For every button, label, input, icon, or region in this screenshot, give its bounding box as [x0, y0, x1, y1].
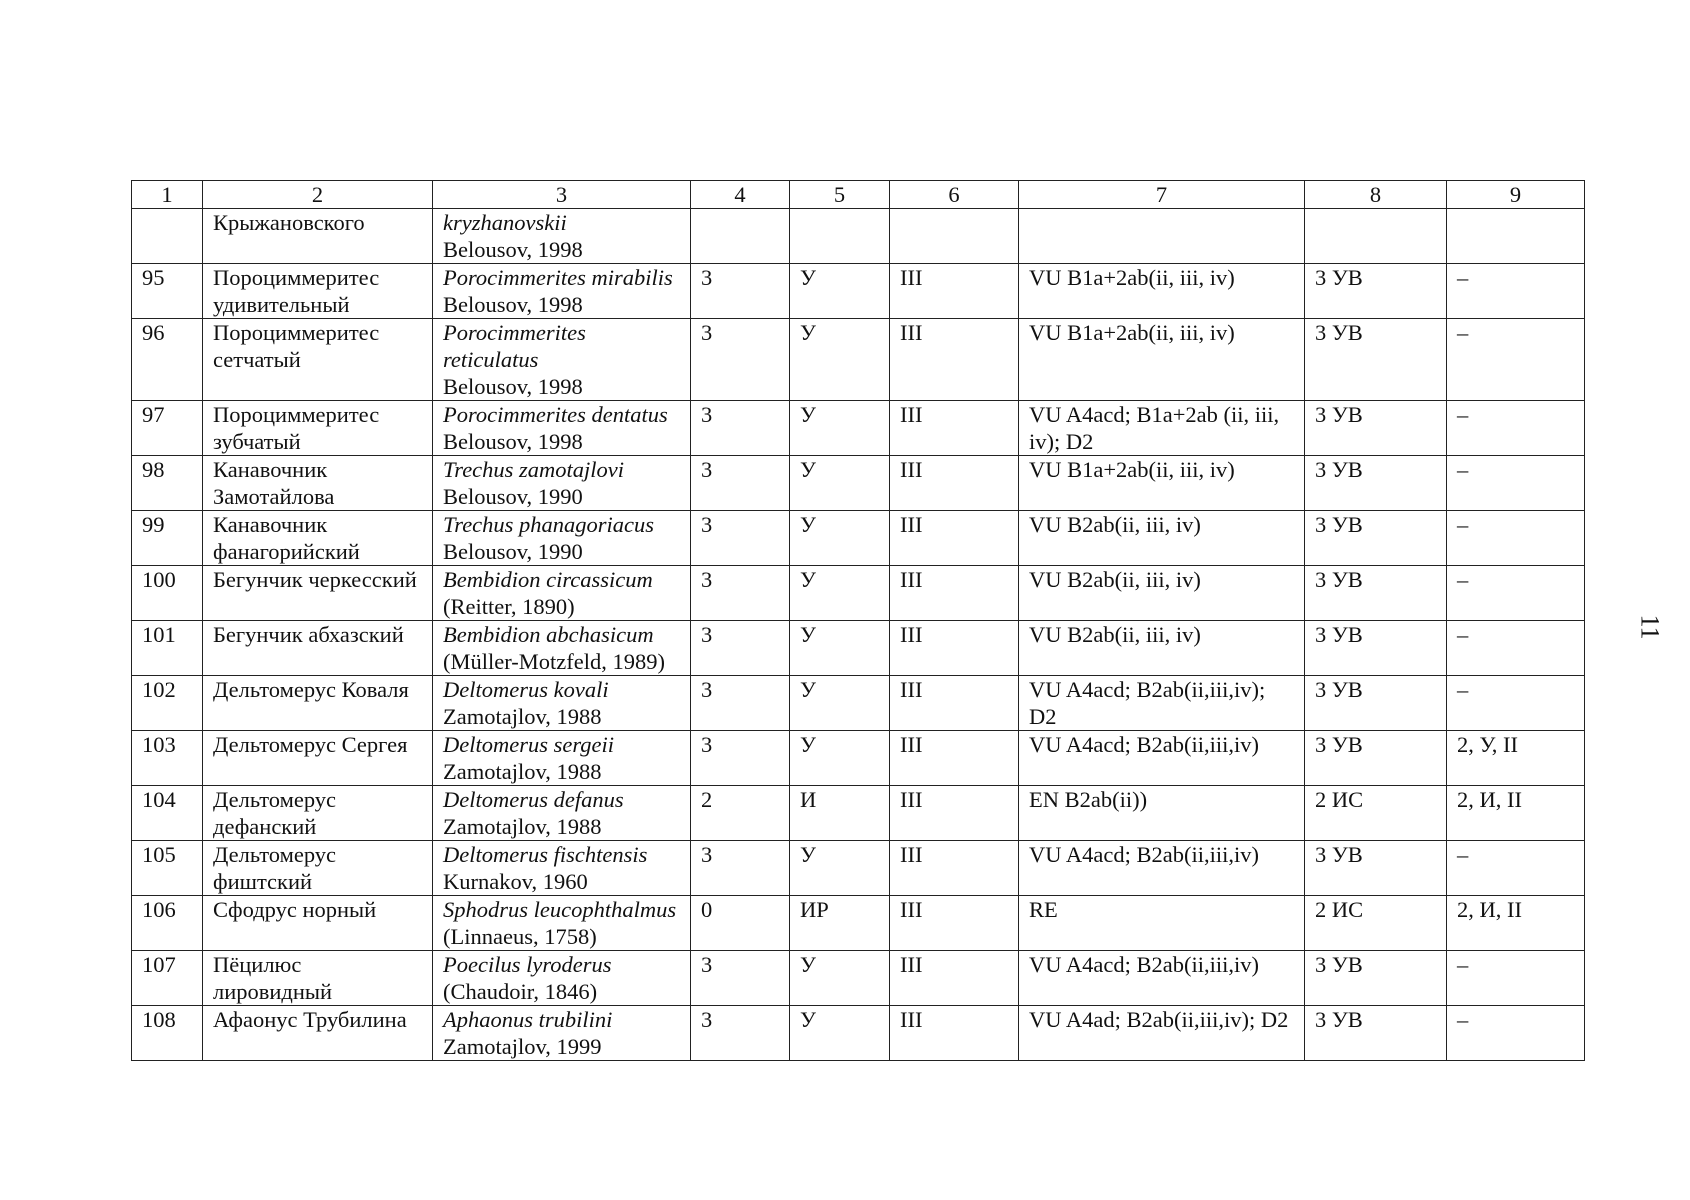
latin-author: Belousov, 1990	[443, 539, 583, 564]
priority-cell: III	[890, 566, 1019, 621]
latin-binomial: Porocimmerites mirabilis	[443, 265, 673, 290]
category-cell: 3	[691, 456, 790, 511]
latin-binomial: Aphaonus trubilini	[443, 1007, 613, 1032]
row-number-cell: 97	[132, 401, 203, 456]
federal-category-cell: –	[1447, 319, 1585, 401]
russian-name-cell: Бегунчик черкесский	[203, 566, 433, 621]
latin-name-cell	[433, 621, 691, 676]
regional-category-cell: 3 УВ	[1305, 511, 1447, 566]
regional-category-cell: 3 УВ	[1305, 621, 1447, 676]
latin-binomial: kryzhanovskii	[443, 210, 567, 235]
latin-name-cell	[433, 511, 691, 566]
latin-binomial: Bembidion circassicum	[443, 567, 653, 592]
priority-cell: III	[890, 731, 1019, 786]
latin-name-cell	[433, 731, 691, 786]
table-row	[132, 566, 1585, 621]
row-number-cell: 95	[132, 264, 203, 319]
latin-name-cell	[433, 951, 691, 1006]
category-cell: 3	[691, 951, 790, 1006]
priority-cell: III	[890, 319, 1019, 401]
species-table	[131, 180, 1585, 1061]
table-row	[132, 319, 1585, 401]
status-cell: У	[790, 951, 890, 1006]
category-cell: 3	[691, 319, 790, 401]
row-number-cell: 106	[132, 896, 203, 951]
russian-name-cell: Бегунчик абхазский	[203, 621, 433, 676]
priority-cell: III	[890, 264, 1019, 319]
priority-cell: III	[890, 676, 1019, 731]
latin-author: Zamotajlov, 1999	[443, 1034, 602, 1059]
latin-binomial: Trechus zamotajlovi	[443, 457, 625, 482]
table-row	[132, 786, 1585, 841]
category-cell: 3	[691, 566, 790, 621]
table-row	[132, 511, 1585, 566]
latin-binomial: Porocimmerites dentatus	[443, 402, 668, 427]
federal-category-cell: –	[1447, 676, 1585, 731]
row-number-cell: 99	[132, 511, 203, 566]
federal-category-cell: –	[1447, 621, 1585, 676]
federal-category-cell: –	[1447, 264, 1585, 319]
row-number-cell: 107	[132, 951, 203, 1006]
column-header-5: 5	[790, 181, 890, 209]
category-cell: 3	[691, 264, 790, 319]
priority-cell: III	[890, 621, 1019, 676]
category-cell: 3	[691, 676, 790, 731]
latin-author: Belousov, 1990	[443, 484, 583, 509]
status-cell: У	[790, 511, 890, 566]
federal-category-cell: –	[1447, 456, 1585, 511]
table-row	[132, 264, 1585, 319]
status-cell	[790, 209, 890, 264]
column-header-4: 4	[691, 181, 790, 209]
latin-name-cell	[433, 319, 691, 401]
row-number-cell: 98	[132, 456, 203, 511]
status-cell: У	[790, 401, 890, 456]
status-cell: У	[790, 676, 890, 731]
priority-cell: III	[890, 401, 1019, 456]
priority-cell: III	[890, 786, 1019, 841]
category-cell: 3	[691, 511, 790, 566]
iucn-criteria-cell: VU B1a+2ab(ii, iii, iv)	[1019, 264, 1305, 319]
row-number-cell: 102	[132, 676, 203, 731]
status-cell: У	[790, 264, 890, 319]
russian-name-cell: Дельтомерус Сергея	[203, 731, 433, 786]
regional-category-cell: 3 УВ	[1305, 319, 1447, 401]
federal-category-cell: 2, У, II	[1447, 731, 1585, 786]
regional-category-cell: 3 УВ	[1305, 951, 1447, 1006]
iucn-criteria-cell	[1019, 209, 1305, 264]
russian-name-cell: Канавочник Замотайлова	[203, 456, 433, 511]
russian-name-cell: Дельтомерус Коваля	[203, 676, 433, 731]
russian-name-cell: Афаонус Трубилина	[203, 1006, 433, 1061]
federal-category-cell: –	[1447, 1006, 1585, 1061]
regional-category-cell: 3 УВ	[1305, 456, 1447, 511]
row-number-cell: 105	[132, 841, 203, 896]
priority-cell: III	[890, 1006, 1019, 1061]
iucn-criteria-cell: VU A4acd; B2ab(ii,iii,iv)	[1019, 731, 1305, 786]
russian-name-cell: Дельтомерус дефанский	[203, 786, 433, 841]
category-cell: 3	[691, 1006, 790, 1061]
category-cell: 3	[691, 731, 790, 786]
category-cell	[691, 209, 790, 264]
category-cell: 0	[691, 896, 790, 951]
latin-binomial: Trechus phanagoriacus	[443, 512, 655, 537]
russian-name-cell: Крыжановского	[203, 209, 433, 264]
iucn-criteria-cell: VU A4acd; B2ab(ii,iii,iv)	[1019, 951, 1305, 1006]
status-cell: У	[790, 566, 890, 621]
column-header-9: 9	[1447, 181, 1585, 209]
latin-name-cell	[433, 456, 691, 511]
table-row	[132, 841, 1585, 896]
iucn-criteria-cell: VU B2ab(ii, iii, iv)	[1019, 621, 1305, 676]
iucn-criteria-cell: VU B2ab(ii, iii, iv)	[1019, 511, 1305, 566]
federal-category-cell: 2, И, II	[1447, 896, 1585, 951]
iucn-criteria-cell: VU A4acd; B1a+2ab (ii, iii, iv); D2	[1019, 401, 1305, 456]
table-row	[132, 209, 1585, 264]
latin-binomial: Deltomerus kovali	[443, 677, 609, 702]
russian-name-cell: Пёцилюс лировидный	[203, 951, 433, 1006]
federal-category-cell: –	[1447, 566, 1585, 621]
latin-author: Belousov, 1998	[443, 292, 583, 317]
page-number: 11	[1635, 614, 1665, 640]
row-number-cell: 96	[132, 319, 203, 401]
latin-name-cell	[433, 676, 691, 731]
category-cell: 3	[691, 621, 790, 676]
priority-cell: III	[890, 841, 1019, 896]
regional-category-cell: 3 УВ	[1305, 1006, 1447, 1061]
header-row	[132, 181, 1585, 209]
federal-category-cell	[1447, 209, 1585, 264]
iucn-criteria-cell: VU A4ad; B2ab(ii,iii,iv); D2	[1019, 1006, 1305, 1061]
latin-name-cell	[433, 841, 691, 896]
column-header-1: 1	[132, 181, 203, 209]
category-cell: 3	[691, 401, 790, 456]
latin-author: (Müller-Motzfeld, 1989)	[443, 649, 665, 674]
russian-name-cell: Канавочник фанагорийский	[203, 511, 433, 566]
priority-cell: III	[890, 511, 1019, 566]
priority-cell: III	[890, 951, 1019, 1006]
regional-category-cell: 3 УВ	[1305, 841, 1447, 896]
regional-category-cell: 3 УВ	[1305, 566, 1447, 621]
latin-author: (Linnaeus, 1758)	[443, 924, 597, 949]
federal-category-cell: –	[1447, 841, 1585, 896]
table-row	[132, 621, 1585, 676]
table-row	[132, 401, 1585, 456]
column-header-8: 8	[1305, 181, 1447, 209]
latin-name-cell	[433, 401, 691, 456]
latin-binomial: Deltomerus defanus	[443, 787, 624, 812]
latin-name-cell	[433, 896, 691, 951]
iucn-criteria-cell: RE	[1019, 896, 1305, 951]
row-number-cell: 104	[132, 786, 203, 841]
latin-name-cell	[433, 786, 691, 841]
latin-binomial: Deltomerus sergeii	[443, 732, 615, 757]
latin-author: Zamotajlov, 1988	[443, 814, 602, 839]
iucn-criteria-cell: VU B1a+2ab(ii, iii, iv)	[1019, 319, 1305, 401]
regional-category-cell	[1305, 209, 1447, 264]
federal-category-cell: –	[1447, 401, 1585, 456]
iucn-criteria-cell: VU B1a+2ab(ii, iii, iv)	[1019, 456, 1305, 511]
latin-binomial: Poecilus lyroderus	[443, 952, 612, 977]
regional-category-cell: 3 УВ	[1305, 401, 1447, 456]
row-number-cell: 100	[132, 566, 203, 621]
regional-category-cell: 3 УВ	[1305, 731, 1447, 786]
russian-name-cell: Пороциммеритес удивительный	[203, 264, 433, 319]
regional-category-cell: 2 ИС	[1305, 896, 1447, 951]
latin-binomial: Deltomerus fischtensis	[443, 842, 648, 867]
status-cell: У	[790, 841, 890, 896]
column-header-3: 3	[433, 181, 691, 209]
iucn-criteria-cell: EN B2ab(ii))	[1019, 786, 1305, 841]
federal-category-cell: –	[1447, 511, 1585, 566]
latin-author: (Chaudoir, 1846)	[443, 979, 598, 1004]
column-header-7: 7	[1019, 181, 1305, 209]
russian-name-cell: Пороциммеритес сетчатый	[203, 319, 433, 401]
status-cell: У	[790, 731, 890, 786]
table-row	[132, 456, 1585, 511]
latin-binomial: Sphodrus leucophthalmus	[443, 897, 677, 922]
latin-author: Belousov, 1998	[443, 237, 583, 262]
row-number-cell: 108	[132, 1006, 203, 1061]
latin-author: Belousov, 1998	[443, 374, 583, 399]
iucn-criteria-cell: VU A4acd; B2ab(ii,iii,iv)	[1019, 841, 1305, 896]
column-header-2: 2	[203, 181, 433, 209]
latin-author: Zamotajlov, 1988	[443, 704, 602, 729]
latin-name-cell	[433, 566, 691, 621]
row-number-cell: 103	[132, 731, 203, 786]
latin-name-cell	[433, 264, 691, 319]
table-row	[132, 951, 1585, 1006]
status-cell: У	[790, 456, 890, 511]
latin-author: (Reitter, 1890)	[443, 594, 575, 619]
table-row	[132, 896, 1585, 951]
column-header-6: 6	[890, 181, 1019, 209]
latin-name-cell	[433, 209, 691, 264]
table-row	[132, 731, 1585, 786]
latin-binomial: Bembidion abchasicum	[443, 622, 654, 647]
priority-cell: III	[890, 896, 1019, 951]
latin-name-cell	[433, 1006, 691, 1061]
row-number-cell	[132, 209, 203, 264]
table-body	[132, 209, 1585, 1061]
russian-name-cell: Сфодрус норный	[203, 896, 433, 951]
priority-cell	[890, 209, 1019, 264]
russian-name-cell: Пороциммеритес зубчатый	[203, 401, 433, 456]
category-cell: 3	[691, 841, 790, 896]
latin-author: Kurnakov, 1960	[443, 869, 588, 894]
priority-cell: III	[890, 456, 1019, 511]
row-number-cell: 101	[132, 621, 203, 676]
federal-category-cell: 2, И, II	[1447, 786, 1585, 841]
federal-category-cell: –	[1447, 951, 1585, 1006]
status-cell: У	[790, 1006, 890, 1061]
iucn-criteria-cell: VU A4acd; B2ab(ii,iii,iv); D2	[1019, 676, 1305, 731]
regional-category-cell: 3 УВ	[1305, 676, 1447, 731]
status-cell: У	[790, 319, 890, 401]
status-cell: ИР	[790, 896, 890, 951]
category-cell: 2	[691, 786, 790, 841]
status-cell: И	[790, 786, 890, 841]
latin-binomial: Porocimmerites reticulatus	[443, 320, 586, 372]
latin-author: Belousov, 1998	[443, 429, 583, 454]
russian-name-cell: Дельтомерус фиштский	[203, 841, 433, 896]
iucn-criteria-cell: VU B2ab(ii, iii, iv)	[1019, 566, 1305, 621]
table-row	[132, 1006, 1585, 1061]
regional-category-cell: 3 УВ	[1305, 264, 1447, 319]
status-cell: У	[790, 621, 890, 676]
latin-author: Zamotajlov, 1988	[443, 759, 602, 784]
regional-category-cell: 2 ИС	[1305, 786, 1447, 841]
table-row	[132, 676, 1585, 731]
